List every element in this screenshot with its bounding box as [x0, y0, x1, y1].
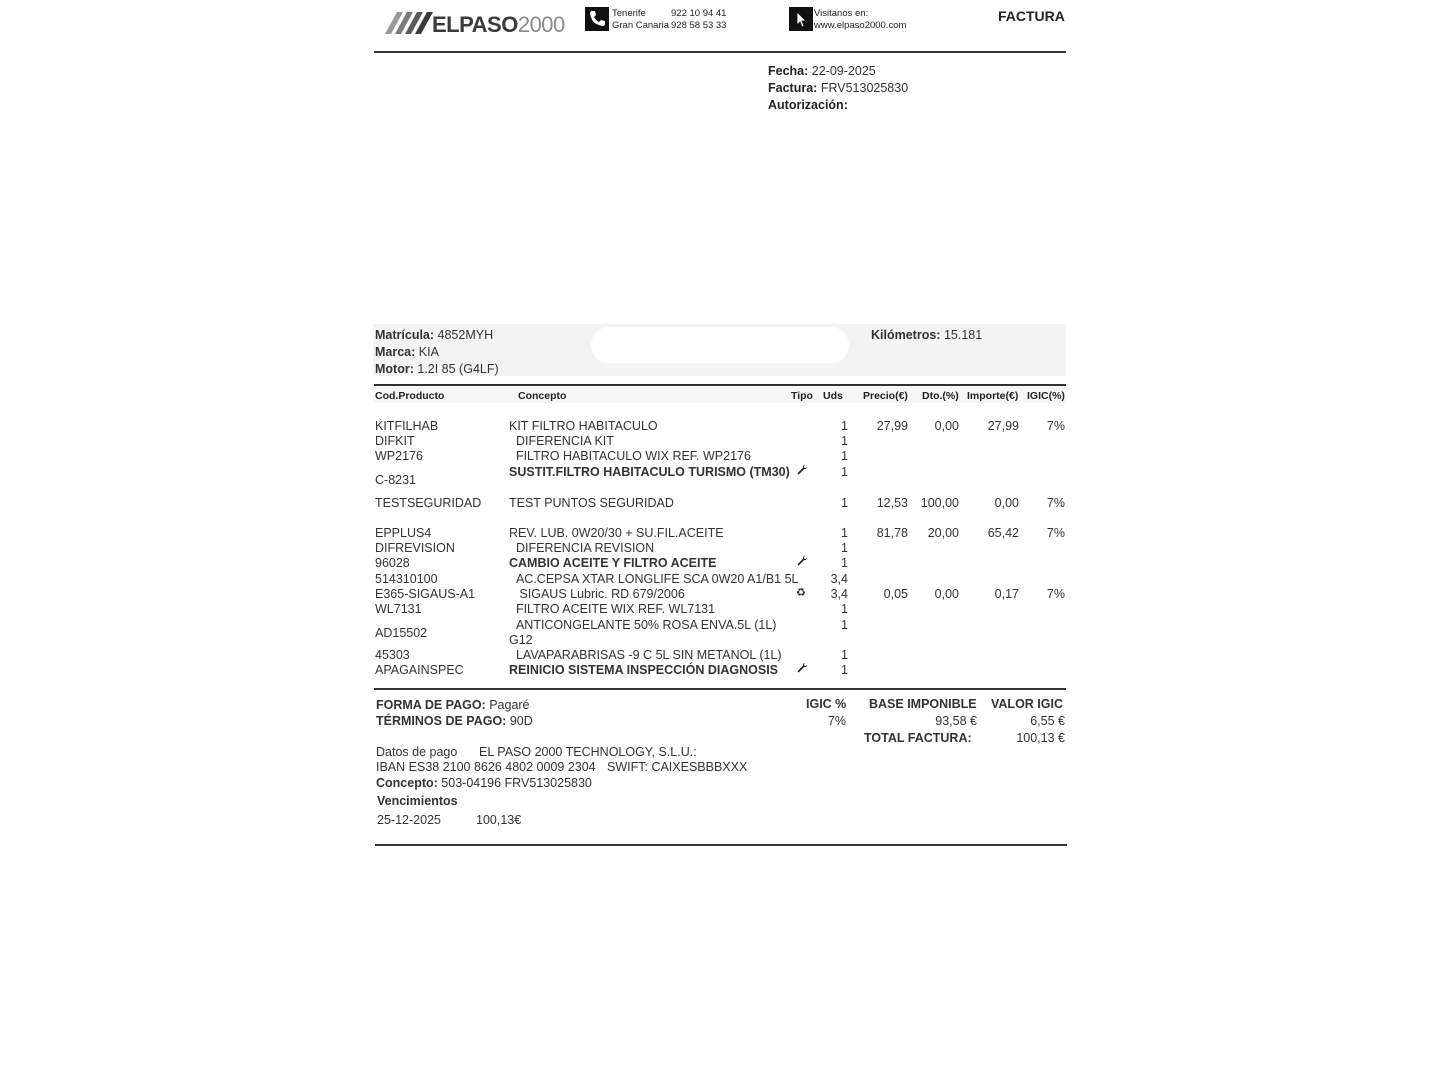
- row-cod: WP2176: [375, 449, 423, 463]
- row-igic: 7%: [1046, 587, 1065, 601]
- row-concepto: REINICIO SISTEMA INSPECCIÓN DIAGNOSIS: [509, 663, 779, 677]
- website-link[interactable]: www.elpaso2000.com: [814, 20, 907, 31]
- concepto-value: 503-04196 FRV513025830: [441, 776, 592, 790]
- th-importe: Importe(€): [967, 390, 1019, 402]
- matricula-line: [375, 328, 493, 342]
- row-cod: 96028: [375, 556, 410, 570]
- marca-label: Marca:: [375, 345, 416, 359]
- row-cod: 45303: [375, 648, 410, 662]
- row-concepto: FILTRO HABITACULO WIX REF. WP2176: [509, 449, 751, 463]
- th-precio: Precio(€): [863, 390, 908, 402]
- valor-igic-value: 6,55 €: [1030, 714, 1065, 728]
- swift: SWIFT: CAIXESBBBXXX: [607, 760, 748, 774]
- phone-number-1[interactable]: 922 10 94 41: [671, 8, 727, 19]
- row-concepto: DIFERENCIA REVISION: [509, 541, 655, 555]
- th-dto: Dto.(%): [922, 390, 959, 402]
- row-precio: 12,53: [876, 496, 908, 510]
- km-line: [871, 328, 982, 342]
- row-concepto: FILTRO ACEITE WIX REF. WL7131: [509, 602, 716, 616]
- row-precio: 27,99: [876, 419, 908, 433]
- wrench-icon: [796, 464, 808, 476]
- factura-value: FRV513025830: [820, 81, 909, 95]
- phone-icon: [585, 7, 609, 31]
- row-uds: 1: [841, 541, 848, 555]
- row-uds: 1: [841, 449, 848, 463]
- terminos-value: 90D: [509, 714, 533, 728]
- phone-number-2[interactable]: 928 58 53 33: [671, 20, 727, 31]
- fecha-line: [768, 64, 876, 78]
- autorizacion-line: [768, 98, 848, 112]
- forma-pago-value: Pagaré: [489, 698, 530, 712]
- row-uds: 1: [841, 419, 848, 433]
- row-uds: 1: [841, 618, 848, 632]
- row-cod: C-8231: [375, 473, 416, 487]
- row-cod: 514310100: [375, 572, 438, 586]
- row-concepto: SUSTIT.FILTRO HABITACULO TURISMO (TM30): [509, 465, 790, 479]
- row-uds: 3,4: [830, 587, 848, 601]
- row-cod: DIFREVISION: [375, 541, 455, 555]
- forma-pago-line: [376, 698, 530, 712]
- row-concepto: KIT FILTRO HABITACULO: [509, 419, 658, 433]
- igic-pct-value: 7%: [827, 714, 846, 728]
- row-uds: 1: [841, 556, 848, 570]
- row-cod: EPPLUS4: [375, 526, 432, 540]
- row-concepto: DIFERENCIA KIT: [509, 434, 614, 448]
- row-cod: APAGAINSPEC: [375, 663, 464, 677]
- row-cod: KITFILHAB: [375, 419, 439, 433]
- logo-swoosh: [383, 8, 435, 36]
- motor-label: Motor:: [375, 362, 414, 376]
- marca-line: [375, 345, 439, 359]
- recycle-icon: ♻: [796, 587, 806, 599]
- row-cod: E365-SIGAUS-A1: [375, 587, 476, 601]
- logo: [432, 12, 565, 38]
- datos-pago-label: Datos de pago: [376, 745, 458, 759]
- motor-value: 1.2I 85 (G4LF): [417, 362, 499, 376]
- phone-place-1: Tenerife: [612, 8, 646, 19]
- row-uds: 1: [841, 496, 848, 510]
- factura-line: [768, 81, 908, 95]
- concepto-line: [376, 776, 592, 790]
- row-cod: TESTSEGURIDAD: [375, 496, 482, 510]
- logo-main: ELPASO: [432, 12, 518, 37]
- redacted-area: [591, 327, 849, 363]
- row-importe: 0,17: [994, 587, 1019, 601]
- matricula-label: Matrícula:: [375, 328, 435, 342]
- empresa-name: EL PASO 2000 TECHNOLOGY, S.L.U.:: [479, 745, 697, 759]
- footer-divider: [375, 844, 1067, 846]
- row-dto: 0,00: [934, 419, 959, 433]
- matricula-value: 4852MYH: [437, 328, 494, 342]
- row-cod: WL7131: [375, 602, 422, 616]
- terminos-label: TÉRMINOS DE PAGO:: [376, 714, 507, 728]
- vencimiento-fecha: 25-12-2025: [377, 813, 441, 827]
- phone-place-2: Gran Canaria: [612, 20, 670, 31]
- row-dto: 0,00: [934, 587, 959, 601]
- row-uds: 1: [841, 526, 848, 540]
- th-tipo: Tipo: [791, 390, 813, 402]
- cursor-icon: [789, 7, 813, 31]
- concepto-label: Concepto:: [376, 776, 438, 790]
- forma-pago-label: FORMA DE PAGO:: [376, 698, 486, 712]
- row-uds: 1: [841, 663, 848, 677]
- km-label: Kilómetros:: [871, 328, 941, 342]
- total-factura-value: 100,13 €: [1016, 731, 1065, 745]
- autorizacion-label: Autorización:: [768, 98, 848, 112]
- iban: IBAN ES38 2100 8626 4802 0009 2304: [376, 760, 596, 774]
- visit-label: Visitanos en:: [814, 8, 869, 19]
- row-dto: 20,00: [927, 526, 959, 540]
- row-igic: 7%: [1046, 526, 1065, 540]
- row-precio: 81,78: [876, 526, 908, 540]
- vencimientos-label: Vencimientos: [377, 794, 458, 808]
- row-uds: 3,4: [830, 572, 848, 586]
- row-concepto: REV. LUB. 0W20/30 + SU.FIL.ACEITE: [509, 526, 724, 540]
- row-concepto: CAMBIO ACEITE Y FILTRO ACEITE: [509, 556, 717, 570]
- row-importe: 27,99: [987, 419, 1019, 433]
- fecha-label: Fecha:: [768, 64, 809, 78]
- base-imponible-value: 93,58 €: [935, 714, 977, 728]
- row-uds: 1: [841, 602, 848, 616]
- row-concepto: LAVAPARABRISAS -9 C 5L SIN METANOL (1L): [509, 648, 782, 662]
- table-top-divider: [374, 384, 1066, 386]
- th-igic: IGIC(%): [1027, 390, 1065, 402]
- igic-pct-label: IGIC %: [806, 697, 847, 711]
- row-dto: 100,00: [920, 496, 959, 510]
- total-factura-label: TOTAL FACTURA:: [864, 731, 972, 745]
- row-concepto: AC.CEPSA XTAR LONGLIFE SCA 0W20 A1/B1 5L: [509, 572, 799, 586]
- row-cod: AD15502: [375, 626, 428, 640]
- row-uds: 1: [841, 465, 848, 479]
- th-concepto: Concepto: [518, 390, 567, 402]
- base-imponible-label: BASE IMPONIBLE: [869, 697, 977, 711]
- row-igic: 7%: [1046, 419, 1065, 433]
- row-igic: 7%: [1046, 496, 1065, 510]
- row-concepto: ANTICONGELANTE 50% ROSA ENVA.5L (1L) G12: [509, 618, 780, 647]
- motor-line: [375, 362, 499, 376]
- row-uds: 1: [841, 434, 848, 448]
- th-uds: Uds: [823, 390, 843, 402]
- table-header-band: [373, 387, 1066, 403]
- row-concepto: TEST PUNTOS SEGURIDAD: [509, 496, 674, 510]
- km-value: 15.181: [943, 328, 983, 342]
- fecha-value: 22-09-2025: [811, 64, 876, 78]
- header-divider: [374, 51, 1066, 53]
- row-cod: DIFKIT: [375, 434, 415, 448]
- vencimiento-importe: 100,13€: [476, 813, 522, 827]
- document-title: FACTURA: [998, 8, 1065, 24]
- logo-num: 2000: [517, 12, 565, 37]
- row-importe: 0,00: [994, 496, 1019, 510]
- row-importe: 65,42: [987, 526, 1019, 540]
- terminos-line: [376, 714, 533, 728]
- row-uds: 1: [841, 648, 848, 662]
- factura-label: Factura:: [768, 81, 818, 95]
- wrench-icon: [796, 662, 808, 674]
- valor-igic-label: VALOR IGIC: [991, 697, 1063, 711]
- row-concepto: SIGAUS Lubric. RD 679/2006: [509, 587, 685, 601]
- th-cod: Cod.Producto: [375, 390, 445, 402]
- table-bottom-divider: [374, 688, 1066, 690]
- row-precio: 0,05: [883, 587, 908, 601]
- wrench-icon: [796, 555, 808, 567]
- marca-value: KIA: [418, 345, 439, 359]
